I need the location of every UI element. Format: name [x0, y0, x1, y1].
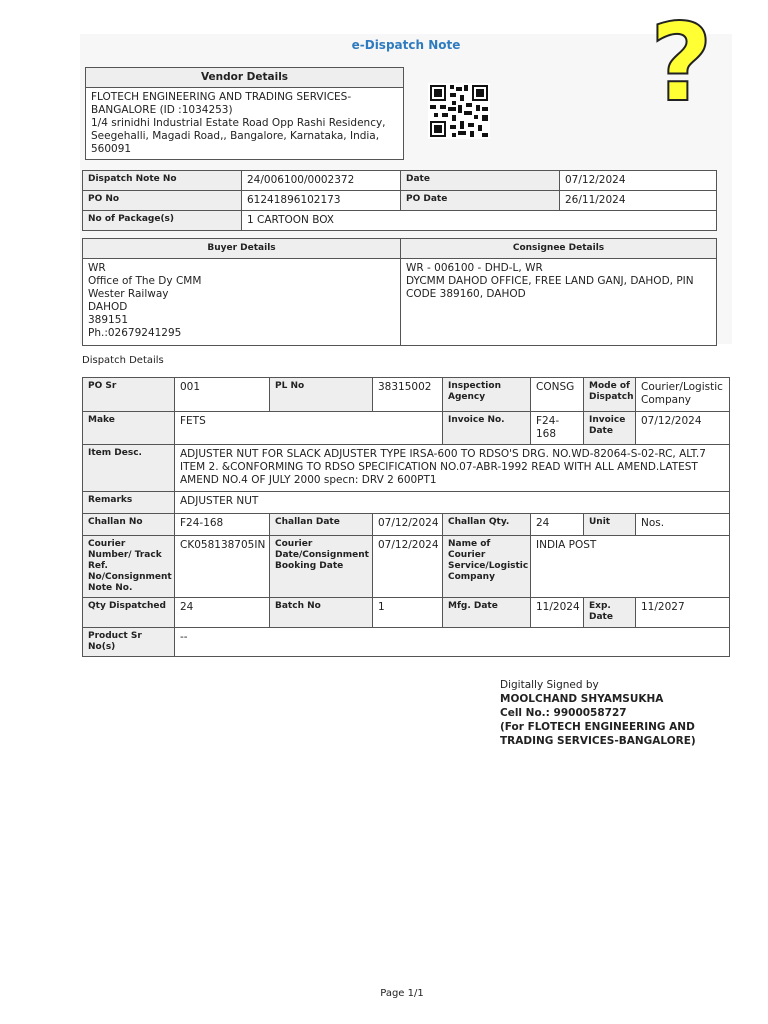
buyer-line: DAHOD: [88, 301, 128, 313]
page-number: Page 1/1: [380, 988, 424, 999]
packages-label: No of Package(s): [83, 211, 242, 231]
summary-table: [82, 170, 717, 231]
vendor-line: 560091: [91, 143, 132, 155]
invoice-no: F24-168: [531, 412, 584, 445]
make-value: FETS: [175, 412, 443, 445]
mode-of-dispatch-label: Mode of Dispatch: [584, 378, 636, 412]
mfg-date: 11/2024: [531, 598, 584, 628]
signed-by-label: Digitally Signed by: [500, 679, 599, 691]
consignee-line: CODE 389160, DAHOD: [406, 288, 526, 300]
consignee-address: [401, 259, 717, 346]
consignee-details-header: Consignee Details: [401, 239, 717, 259]
courier-no: CK058138705IN: [175, 536, 270, 598]
challan-date: 07/12/2024: [373, 514, 443, 536]
product-sr-label: Product Sr No(s): [83, 628, 175, 657]
courier-name-label: Name of Courier Service/Logistic Company: [443, 536, 531, 598]
vendor-details-table: [85, 67, 404, 160]
challan-qty-label: Challan Qty.: [443, 514, 531, 536]
remarks-value: ADJUSTER NUT: [175, 492, 730, 514]
buyer-line: 389151: [88, 314, 129, 326]
challan-no-label: Challan No: [83, 514, 175, 536]
qty-dispatched: 24: [175, 598, 270, 628]
signature-block: [500, 678, 696, 748]
mfg-date-label: Mfg. Date: [443, 598, 531, 628]
challan-qty: 24: [531, 514, 584, 536]
signer-company-line: TRADING SERVICES-BANGALORE): [500, 735, 696, 747]
vendor-line: Seegehalli, Magadi Road,, Bangalore, Karnataka, India,: [91, 130, 380, 142]
batch-no-label: Batch No: [270, 598, 373, 628]
unit-label: Unit: [584, 514, 636, 536]
dispatch-date: 07/12/2024: [560, 171, 717, 191]
vendor-line: 1/4 srinidhi Industrial Estate Road Opp Rashi Residency,: [91, 117, 386, 129]
challan-date-label: Challan Date: [270, 514, 373, 536]
invoice-date-label: Invoice Date: [584, 412, 636, 445]
courier-no-label: Courier Number/ Track Ref. No/Consignment Note No.: [83, 536, 175, 598]
pl-no: 38315002: [373, 378, 443, 412]
product-sr: --: [175, 628, 730, 657]
exp-date: 11/2027: [636, 598, 730, 628]
signer-name: MOOLCHAND SHYAMSUKHA: [500, 693, 664, 705]
item-desc-label: Item Desc.: [83, 445, 175, 492]
dispatch-details-label: Dispatch Details: [82, 355, 164, 366]
dispatch-note-no: 24/006100/0002372: [242, 171, 401, 191]
exp-date-label: Exp. Date: [584, 598, 636, 628]
make-label: Make: [83, 412, 175, 445]
buyer-line: Office of The Dy CMM: [88, 275, 202, 287]
consignee-line: WR - 006100 - DHD-L, WR: [406, 262, 543, 274]
po-sr: 001: [175, 378, 270, 412]
item-desc: ADJUSTER NUT FOR SLACK ADJUSTER TYPE IRSA-600 TO RDSO'S DRG. NO.WD-82064-S-02-RC, ALT.7 ITEM 2. &CONFORMING TO RDSO SPECIFICATION NO.07-ABR-1992 READ WITH ALL AMEND.LATEST AMEND NO.4 OF JULY 2000 specn: DRV 2 600PT1: [175, 445, 730, 492]
invoice-no-label: Invoice No.: [443, 412, 531, 445]
consignee-line: DYCMM DAHOD OFFICE, FREE LAND GANJ, DAHOD, PIN: [406, 275, 694, 287]
courier-date: 07/12/2024: [373, 536, 443, 598]
question-mark-icon: ?: [650, 1, 713, 126]
courier-date-label: Courier Date/Consignment Booking Date: [270, 536, 373, 598]
inspection-agency-label: Inspection Agency: [443, 378, 531, 412]
po-sr-label: PO Sr: [83, 378, 175, 412]
signer-cell: Cell No.: 9900058727: [500, 707, 627, 719]
vendor-line: BANGALORE (ID :1034253): [91, 104, 233, 116]
buyer-line: Wester Railway: [88, 288, 169, 300]
buyer-address: [83, 259, 401, 346]
signer-company-line: (For FLOTECH ENGINEERING AND: [500, 721, 695, 733]
buyer-consignee-table: [82, 238, 717, 346]
qty-dispatched-label: Qty Dispatched: [83, 598, 175, 628]
buyer-details-header: Buyer Details: [83, 239, 401, 259]
batch-no: 1: [373, 598, 443, 628]
po-date: 26/11/2024: [560, 191, 717, 211]
po-no: 61241896102173: [242, 191, 401, 211]
unit-value: Nos.: [636, 514, 730, 536]
courier-name: INDIA POST: [531, 536, 730, 598]
qr-code-icon: [428, 83, 490, 139]
buyer-line: Ph.:02679241295: [88, 327, 182, 339]
vendor-details-header: Vendor Details: [86, 68, 404, 88]
challan-no: F24-168: [175, 514, 270, 536]
packages-value: 1 CARTOON BOX: [242, 211, 717, 231]
date-label: Date: [401, 171, 560, 191]
remarks-label: Remarks: [83, 492, 175, 514]
mode-of-dispatch: Courier/Logistic Company: [636, 378, 730, 412]
vendor-address: [86, 88, 404, 160]
invoice-date: 07/12/2024: [636, 412, 730, 445]
inspection-agency: CONSG: [531, 378, 584, 412]
vendor-line: FLOTECH ENGINEERING AND TRADING SERVICES-: [91, 91, 352, 103]
page-title: e-Dispatch Note: [351, 38, 461, 52]
po-date-label: PO Date: [401, 191, 560, 211]
dispatch-note-no-label: Dispatch Note No: [83, 171, 242, 191]
dispatch-details-table: [82, 377, 730, 657]
pl-no-label: PL No: [270, 378, 373, 412]
po-no-label: PO No: [83, 191, 242, 211]
buyer-line: WR: [88, 262, 106, 274]
